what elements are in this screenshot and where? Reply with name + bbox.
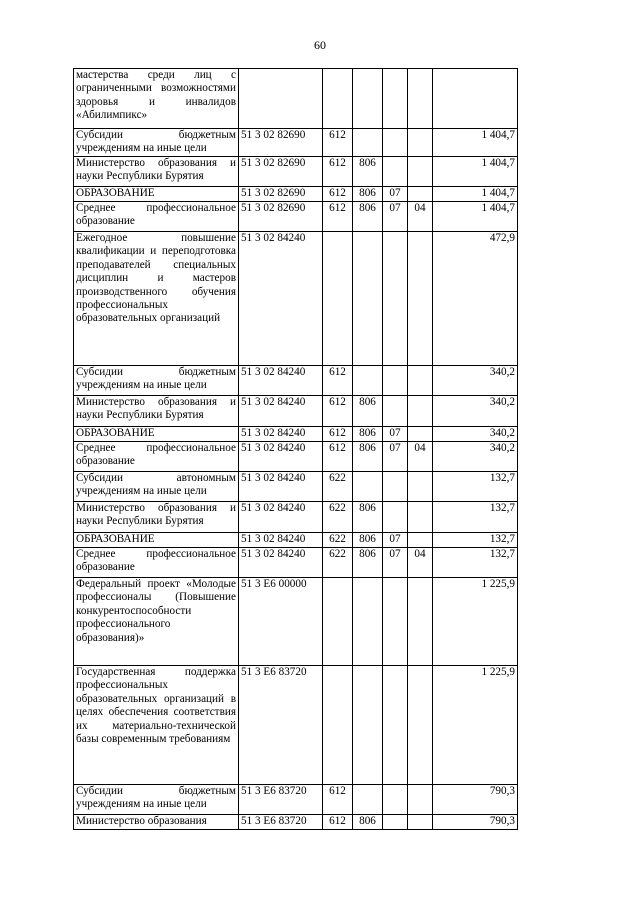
- row-rz: 07: [383, 442, 408, 472]
- table-row: [74, 366, 518, 396]
- budget-table: [73, 68, 518, 830]
- row-rz: [383, 502, 408, 533]
- row-pr: [408, 533, 433, 548]
- row-pr: [408, 578, 433, 666]
- table-row: [74, 157, 518, 187]
- table-row: [74, 785, 518, 815]
- row-grbs: [353, 69, 383, 129]
- row-sum: 1 225,9: [433, 666, 518, 785]
- row-code: 51 3 02 84240: [239, 366, 323, 396]
- row-vr: 622: [323, 502, 353, 533]
- row-grbs: [353, 366, 383, 396]
- row-rz: 07: [383, 202, 408, 232]
- row-code: 51 3 02 84240: [239, 502, 323, 533]
- row-code: 51 3 02 82690: [239, 187, 323, 202]
- row-vr: [323, 578, 353, 666]
- row-name: ОБРАЗОВАНИЕ: [74, 533, 239, 548]
- row-name: Министерство образования и науки Республики Бурятия: [74, 396, 239, 427]
- row-sum: 472,9: [433, 232, 518, 366]
- row-grbs: 806: [353, 548, 383, 578]
- row-sum: 132,7: [433, 502, 518, 533]
- row-vr: 612: [323, 815, 353, 830]
- row-vr: 612: [323, 442, 353, 472]
- row-name: мастерства среди лиц с ограниченными возможностями здоровья и инвалидов «Абилимпикс»: [74, 69, 239, 129]
- table-row: [74, 202, 518, 232]
- row-code: 51 3 02 84240: [239, 427, 323, 442]
- row-rz: 07: [383, 187, 408, 202]
- row-rz: [383, 157, 408, 187]
- row-vr: [323, 69, 353, 129]
- row-pr: 04: [408, 548, 433, 578]
- row-name: Среднее профессиональное образование: [74, 442, 239, 472]
- page-number: 60: [314, 38, 326, 52]
- table-row: [74, 232, 518, 366]
- row-sum: 132,7: [433, 472, 518, 502]
- table-row: [74, 396, 518, 427]
- row-pr: [408, 396, 433, 427]
- row-rz: [383, 578, 408, 666]
- row-name: Ежегодное повышение квалификации и переподготовка преподавателей специальных дисциплин и мастеров производственного обучения профессиональных образовательных организаций: [74, 232, 239, 366]
- row-rz: 07: [383, 548, 408, 578]
- row-code: 51 3 Е6 83720: [239, 815, 323, 830]
- row-code: 51 3 Е6 83720: [239, 785, 323, 815]
- row-grbs: 806: [353, 442, 383, 472]
- row-vr: 612: [323, 396, 353, 427]
- row-pr: 04: [408, 442, 433, 472]
- table-row: [74, 578, 518, 666]
- row-grbs: 806: [353, 502, 383, 533]
- table-row: [74, 533, 518, 548]
- table-row: [74, 472, 518, 502]
- row-pr: [408, 157, 433, 187]
- row-sum: 1 404,7: [433, 157, 518, 187]
- row-code: 51 3 02 84240: [239, 548, 323, 578]
- row-pr: [408, 815, 433, 830]
- row-vr: 612: [323, 129, 353, 157]
- row-name: ОБРАЗОВАНИЕ: [74, 187, 239, 202]
- row-sum: 1 225,9: [433, 578, 518, 666]
- row-grbs: [353, 472, 383, 502]
- row-sum: 1 404,7: [433, 187, 518, 202]
- row-sum: 790,3: [433, 815, 518, 830]
- table-row: [74, 502, 518, 533]
- row-pr: [408, 129, 433, 157]
- row-pr: [408, 427, 433, 442]
- row-sum: 132,7: [433, 533, 518, 548]
- row-sum: 790,3: [433, 785, 518, 815]
- table-row: [74, 666, 518, 785]
- row-code: 51 3 02 82690: [239, 129, 323, 157]
- row-pr: [408, 785, 433, 815]
- row-rz: [383, 232, 408, 366]
- row-pr: [408, 472, 433, 502]
- table-row: [74, 548, 518, 578]
- row-rz: 07: [383, 533, 408, 548]
- row-grbs: 806: [353, 533, 383, 548]
- row-name: Субсидии бюджетным учреждениям на иные цели: [74, 129, 239, 157]
- row-vr: 612: [323, 366, 353, 396]
- row-pr: [408, 502, 433, 533]
- row-code: 51 3 02 84240: [239, 472, 323, 502]
- row-sum: [433, 69, 518, 129]
- row-sum: 340,2: [433, 396, 518, 427]
- row-sum: 340,2: [433, 442, 518, 472]
- row-rz: [383, 69, 408, 129]
- row-grbs: 806: [353, 427, 383, 442]
- row-grbs: [353, 232, 383, 366]
- row-vr: 622: [323, 472, 353, 502]
- row-vr: 612: [323, 202, 353, 232]
- row-sum: 1 404,7: [433, 129, 518, 157]
- table-row: [74, 187, 518, 202]
- row-name: Федеральный проект «Молодые профессионалы (Повышение конкурентоспособности профессионального образования)»: [74, 578, 239, 666]
- row-rz: [383, 666, 408, 785]
- row-rz: [383, 472, 408, 502]
- row-grbs: 806: [353, 157, 383, 187]
- row-name: Субсидии бюджетным учреждениям на иные цели: [74, 366, 239, 396]
- row-rz: [383, 785, 408, 815]
- row-grbs: 806: [353, 396, 383, 427]
- row-name: Министерство образования и науки Республики Бурятия: [74, 157, 239, 187]
- row-rz: [383, 815, 408, 830]
- row-name: Субсидии бюджетным учреждениям на иные цели: [74, 785, 239, 815]
- row-grbs: [353, 666, 383, 785]
- row-grbs: [353, 578, 383, 666]
- row-pr: [408, 366, 433, 396]
- row-sum: 340,2: [433, 366, 518, 396]
- row-code: 51 3 02 84240: [239, 396, 323, 427]
- table-row: [74, 815, 518, 830]
- row-sum: 340,2: [433, 427, 518, 442]
- row-name: Министерство образования: [74, 815, 239, 830]
- row-code: 51 3 02 84240: [239, 442, 323, 472]
- row-vr: 622: [323, 548, 353, 578]
- row-vr: 612: [323, 427, 353, 442]
- row-name: Министерство образования и науки Республики Бурятия: [74, 502, 239, 533]
- row-rz: [383, 129, 408, 157]
- row-name: Среднее профессиональное образование: [74, 548, 239, 578]
- row-vr: 612: [323, 157, 353, 187]
- row-rz: 07: [383, 427, 408, 442]
- row-pr: [408, 666, 433, 785]
- row-code: 51 3 02 82690: [239, 202, 323, 232]
- row-vr: 622: [323, 533, 353, 548]
- row-code: 51 3 Е6 00000: [239, 578, 323, 666]
- row-sum: 132,7: [433, 548, 518, 578]
- row-code: 51 3 02 84240: [239, 232, 323, 366]
- row-code: 51 3 02 82690: [239, 157, 323, 187]
- row-grbs: 806: [353, 187, 383, 202]
- row-vr: [323, 666, 353, 785]
- row-grbs: [353, 129, 383, 157]
- row-code: 51 3 Е6 83720: [239, 666, 323, 785]
- row-vr: 612: [323, 187, 353, 202]
- row-name: Государственная поддержка профессиональных образовательных организаций в целях обеспечения соответствия их материально-технической базы современным требованиям: [74, 666, 239, 785]
- row-grbs: 806: [353, 202, 383, 232]
- row-pr: [408, 187, 433, 202]
- row-sum: 1 404,7: [433, 202, 518, 232]
- table-row: [74, 129, 518, 157]
- row-code: 51 3 02 84240: [239, 533, 323, 548]
- row-rz: [383, 366, 408, 396]
- table-row: [74, 427, 518, 442]
- row-name: ОБРАЗОВАНИЕ: [74, 427, 239, 442]
- row-pr: [408, 69, 433, 129]
- row-pr: 04: [408, 202, 433, 232]
- row-pr: [408, 232, 433, 366]
- row-vr: [323, 232, 353, 366]
- row-rz: [383, 396, 408, 427]
- row-vr: 612: [323, 785, 353, 815]
- row-code: [239, 69, 323, 129]
- table-row: [74, 442, 518, 472]
- row-grbs: [353, 785, 383, 815]
- row-grbs: 806: [353, 815, 383, 830]
- row-name: Среднее профессиональное образование: [74, 202, 239, 232]
- row-name: Субсидии автономным учреждениям на иные цели: [74, 472, 239, 502]
- table-row: [74, 69, 518, 129]
